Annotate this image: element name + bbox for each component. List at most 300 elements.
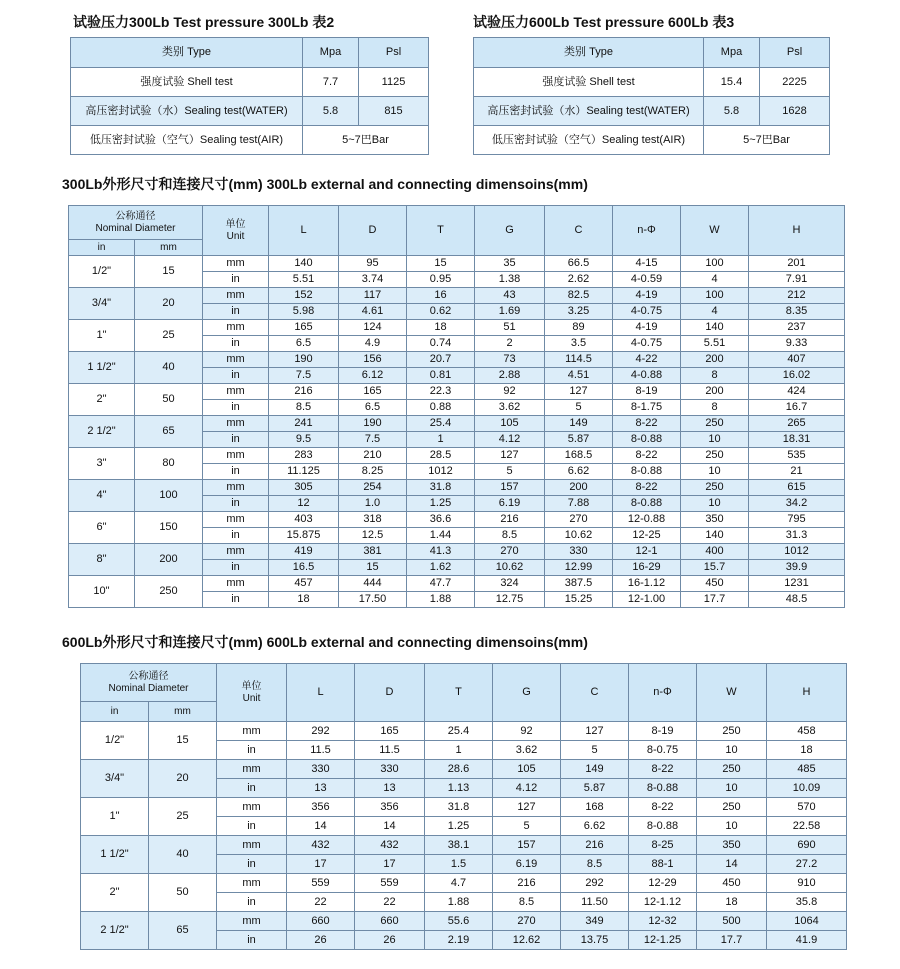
value-cell: 28.5 — [407, 448, 475, 464]
table-row — [81, 912, 847, 931]
value-cell: 17 — [287, 855, 355, 874]
value-cell: 250 — [681, 416, 749, 432]
table-row — [69, 320, 845, 336]
value-cell: 127 — [561, 722, 629, 741]
dims-600-nd-header — [81, 664, 217, 702]
value-cell: 8-19 — [629, 722, 697, 741]
value-cell: 265 — [749, 416, 845, 432]
dims-300-col-header: H — [749, 206, 845, 256]
value-cell: 31.8 — [407, 480, 475, 496]
value-cell: 15.25 — [545, 592, 613, 608]
dims-300-nd-in-header: in — [69, 240, 135, 256]
pressure-300-row-value: 5~7巴Bar — [303, 126, 429, 155]
value-cell: 4.12 — [493, 779, 561, 798]
unit-cell: in — [203, 368, 269, 384]
value-cell: 5.87 — [561, 779, 629, 798]
value-cell: 8-0.75 — [629, 741, 697, 760]
value-cell: 8-0.88 — [629, 779, 697, 798]
value-cell: 1.69 — [475, 304, 545, 320]
table-row — [81, 760, 847, 779]
value-cell: 407 — [749, 352, 845, 368]
unit-cell: mm — [217, 760, 287, 779]
value-cell: 12.99 — [545, 560, 613, 576]
value-cell: 3.62 — [493, 741, 561, 760]
table-row — [69, 352, 845, 368]
value-cell: 12-25 — [613, 528, 681, 544]
value-cell: 14 — [287, 817, 355, 836]
value-cell: 559 — [287, 874, 355, 893]
value-cell: 1.25 — [425, 817, 493, 836]
value-cell: 12-1.12 — [629, 893, 697, 912]
value-cell: 5 — [475, 464, 545, 480]
value-cell: 381 — [339, 544, 407, 560]
value-cell: 18 — [407, 320, 475, 336]
nominal-in-cell: 1/2" — [69, 256, 135, 288]
pressure-600-header-type: 类别 Type — [474, 38, 704, 68]
nominal-in-cell: 1" — [69, 320, 135, 352]
unit-cell: in — [203, 432, 269, 448]
unit-label-cn: 单位 — [225, 218, 246, 230]
value-cell: 1.38 — [475, 272, 545, 288]
value-cell: 387.5 — [545, 576, 613, 592]
value-cell: 17.7 — [681, 592, 749, 608]
value-cell: 8.5 — [561, 855, 629, 874]
pressure-300-row-psi: 815 — [359, 97, 429, 126]
value-cell: 5 — [493, 817, 561, 836]
value-cell: 10.09 — [767, 779, 847, 798]
value-cell: 92 — [493, 722, 561, 741]
dims-300-col-header: L — [269, 206, 339, 256]
unit-cell: mm — [203, 256, 269, 272]
value-cell: 200 — [681, 352, 749, 368]
value-cell: 400 — [681, 544, 749, 560]
value-cell: 15.7 — [681, 560, 749, 576]
value-cell: 1 — [425, 741, 493, 760]
value-cell: 250 — [697, 722, 767, 741]
value-cell: 432 — [287, 836, 355, 855]
value-cell: 7.91 — [749, 272, 845, 288]
value-cell: 26 — [355, 931, 425, 950]
dims-300-nd-header — [69, 206, 203, 240]
unit-cell: in — [217, 855, 287, 874]
unit-cell: mm — [203, 544, 269, 560]
unit-cell: mm — [203, 352, 269, 368]
table-row — [81, 836, 847, 855]
nominal-mm-cell: 65 — [135, 416, 203, 448]
unit-cell: mm — [203, 320, 269, 336]
value-cell: 3.74 — [339, 272, 407, 288]
value-cell: 4-0.75 — [613, 336, 681, 352]
value-cell: 11.5 — [287, 741, 355, 760]
nominal-in-cell: 1 1/2" — [81, 836, 149, 874]
value-cell: 1.88 — [407, 592, 475, 608]
value-cell: 6.5 — [339, 400, 407, 416]
value-cell: 22 — [355, 893, 425, 912]
value-cell: 690 — [767, 836, 847, 855]
value-cell: 13 — [355, 779, 425, 798]
value-cell: 95 — [339, 256, 407, 272]
value-cell: 12.62 — [493, 931, 561, 950]
value-cell: 349 — [561, 912, 629, 931]
nominal-in-cell: 2" — [81, 874, 149, 912]
nominal-in-cell: 1 1/2" — [69, 352, 135, 384]
value-cell: 283 — [269, 448, 339, 464]
unit-cell: in — [217, 893, 287, 912]
value-cell: 157 — [493, 836, 561, 855]
unit-cell: in — [217, 817, 287, 836]
value-cell: 237 — [749, 320, 845, 336]
unit-cell: in — [203, 496, 269, 512]
table-row — [69, 256, 845, 272]
value-cell: 330 — [287, 760, 355, 779]
dims-600-nd-in-header: in — [81, 702, 149, 722]
value-cell: 0.95 — [407, 272, 475, 288]
nominal-mm-cell: 65 — [149, 912, 217, 950]
pressure-300-header-mpa: Mpa — [303, 38, 359, 68]
value-cell: 13.75 — [561, 931, 629, 950]
value-cell: 432 — [355, 836, 425, 855]
value-cell: 535 — [749, 448, 845, 464]
value-cell: 4-0.75 — [613, 304, 681, 320]
value-cell: 660 — [287, 912, 355, 931]
value-cell: 100 — [681, 256, 749, 272]
value-cell: 12-32 — [629, 912, 697, 931]
nominal-in-cell: 3/4" — [69, 288, 135, 320]
value-cell: 3.62 — [475, 400, 545, 416]
nd-label-en: Nominal Diameter — [108, 682, 189, 694]
value-cell: 6.19 — [493, 855, 561, 874]
value-cell: 12 — [269, 496, 339, 512]
unit-cell: in — [217, 741, 287, 760]
value-cell: 17.50 — [339, 592, 407, 608]
pressure-600-row-value: 5~7巴Bar — [704, 126, 830, 155]
value-cell: 73 — [475, 352, 545, 368]
value-cell: 28.6 — [425, 760, 493, 779]
table-row — [69, 416, 845, 432]
value-cell: 6.19 — [475, 496, 545, 512]
value-cell: 4.7 — [425, 874, 493, 893]
value-cell: 5.87 — [545, 432, 613, 448]
unit-cell: mm — [217, 912, 287, 931]
value-cell: 22 — [287, 893, 355, 912]
unit-cell: in — [203, 272, 269, 288]
value-cell: 6.62 — [545, 464, 613, 480]
dims-600-col-header: C — [561, 664, 629, 722]
dims-600-unit-header — [217, 664, 287, 722]
value-cell: 8-1.75 — [613, 400, 681, 416]
nominal-in-cell: 6" — [69, 512, 135, 544]
nominal-in-cell: 1/2" — [81, 722, 149, 760]
value-cell: 910 — [767, 874, 847, 893]
unit-cell: in — [203, 464, 269, 480]
dims-600-col-header: n-Φ — [629, 664, 697, 722]
pressure-300-header-psi: Psl — [359, 38, 429, 68]
value-cell: 4-22 — [613, 352, 681, 368]
value-cell: 216 — [269, 384, 339, 400]
value-cell: 16.5 — [269, 560, 339, 576]
value-cell: 7.88 — [545, 496, 613, 512]
value-cell: 356 — [355, 798, 425, 817]
value-cell: 8 — [681, 400, 749, 416]
unit-cell: mm — [217, 798, 287, 817]
value-cell: 16-29 — [613, 560, 681, 576]
value-cell: 330 — [545, 544, 613, 560]
value-cell: 305 — [269, 480, 339, 496]
value-cell: 7.5 — [339, 432, 407, 448]
value-cell: 795 — [749, 512, 845, 528]
value-cell: 250 — [681, 480, 749, 496]
nominal-in-cell: 3/4" — [81, 760, 149, 798]
value-cell: 212 — [749, 288, 845, 304]
value-cell: 4-19 — [613, 320, 681, 336]
value-cell: 165 — [269, 320, 339, 336]
value-cell: 18 — [697, 893, 767, 912]
dims-300-col-header: n-Φ — [613, 206, 681, 256]
value-cell: 4 — [681, 272, 749, 288]
pressure-300-table — [70, 37, 429, 155]
value-cell: 200 — [545, 480, 613, 496]
nominal-in-cell: 10" — [69, 576, 135, 608]
value-cell: 2.62 — [545, 272, 613, 288]
value-cell: 8.5 — [269, 400, 339, 416]
nominal-in-cell: 2 1/2" — [69, 416, 135, 448]
table-row — [81, 722, 847, 741]
nd-label-cn: 公称通径 — [115, 210, 156, 222]
value-cell: 0.88 — [407, 400, 475, 416]
value-cell: 140 — [269, 256, 339, 272]
value-cell: 17.7 — [697, 931, 767, 950]
value-cell: 35 — [475, 256, 545, 272]
value-cell: 152 — [269, 288, 339, 304]
dims-600-col-header: D — [355, 664, 425, 722]
value-cell: 8-0.88 — [613, 464, 681, 480]
value-cell: 8-22 — [613, 448, 681, 464]
value-cell: 165 — [355, 722, 425, 741]
value-cell: 16 — [407, 288, 475, 304]
pressure-600-row-psi: 2225 — [760, 68, 830, 97]
dims-300-unit-header — [203, 206, 269, 256]
value-cell: 100 — [681, 288, 749, 304]
pressure-600-title: 试验压力600Lb Test pressure 600Lb 表3 — [473, 14, 735, 30]
value-cell: 8-22 — [629, 760, 697, 779]
value-cell: 22.58 — [767, 817, 847, 836]
dims-600-col-header: L — [287, 664, 355, 722]
unit-cell: in — [217, 931, 287, 950]
dims-600-col-header: H — [767, 664, 847, 722]
value-cell: 10 — [681, 464, 749, 480]
table-row — [69, 576, 845, 592]
nominal-mm-cell: 150 — [135, 512, 203, 544]
nominal-mm-cell: 25 — [135, 320, 203, 352]
pressure-600-row-label: 强度试验 Shell test — [474, 68, 704, 97]
value-cell: 7.5 — [269, 368, 339, 384]
value-cell: 660 — [355, 912, 425, 931]
value-cell: 5.51 — [681, 336, 749, 352]
nominal-in-cell: 3" — [69, 448, 135, 480]
value-cell: 12.5 — [339, 528, 407, 544]
unit-cell: in — [203, 336, 269, 352]
value-cell: 210 — [339, 448, 407, 464]
value-cell: 11.50 — [561, 893, 629, 912]
nd-label-en: Nominal Diameter — [95, 222, 176, 234]
value-cell: 292 — [561, 874, 629, 893]
value-cell: 1012 — [749, 544, 845, 560]
pressure-600-row-mpa: 5.8 — [704, 97, 760, 126]
dims-600-col-header: W — [697, 664, 767, 722]
unit-cell: mm — [203, 448, 269, 464]
value-cell: 0.62 — [407, 304, 475, 320]
pressure-600-row-label: 低压密封试验（空气）Sealing test(AIR) — [474, 126, 704, 155]
pressure-600-header-mpa: Mpa — [704, 38, 760, 68]
value-cell: 254 — [339, 480, 407, 496]
value-cell: 12-0.88 — [613, 512, 681, 528]
value-cell: 8 — [681, 368, 749, 384]
value-cell: 9.5 — [269, 432, 339, 448]
nominal-mm-cell: 100 — [135, 480, 203, 512]
value-cell: 0.74 — [407, 336, 475, 352]
value-cell: 149 — [545, 416, 613, 432]
value-cell: 1 — [407, 432, 475, 448]
value-cell: 8-19 — [613, 384, 681, 400]
value-cell: 190 — [339, 416, 407, 432]
unit-cell: mm — [203, 576, 269, 592]
dims-600-col-header: T — [425, 664, 493, 722]
value-cell: 10 — [681, 496, 749, 512]
value-cell: 14 — [355, 817, 425, 836]
value-cell: 66.5 — [545, 256, 613, 272]
value-cell: 17 — [355, 855, 425, 874]
dims-300-col-header: T — [407, 206, 475, 256]
value-cell: 5 — [545, 400, 613, 416]
nd-label-cn: 公称通径 — [128, 670, 169, 682]
value-cell: 48.5 — [749, 592, 845, 608]
dims-600-table — [80, 663, 847, 950]
pressure-300-title: 试验压力300Lb Test pressure 300Lb 表2 — [73, 14, 335, 30]
value-cell: 105 — [475, 416, 545, 432]
value-cell: 31.8 — [425, 798, 493, 817]
value-cell: 10 — [697, 817, 767, 836]
value-cell: 250 — [681, 448, 749, 464]
dims-300-col-header: C — [545, 206, 613, 256]
unit-cell: in — [203, 304, 269, 320]
value-cell: 10.62 — [545, 528, 613, 544]
value-cell: 16.02 — [749, 368, 845, 384]
value-cell: 8-0.88 — [613, 432, 681, 448]
value-cell: 0.81 — [407, 368, 475, 384]
value-cell: 31.3 — [749, 528, 845, 544]
unit-cell: mm — [217, 874, 287, 893]
value-cell: 450 — [697, 874, 767, 893]
value-cell: 12-1.25 — [629, 931, 697, 950]
value-cell: 25.4 — [425, 722, 493, 741]
unit-cell: mm — [217, 722, 287, 741]
nominal-mm-cell: 20 — [135, 288, 203, 320]
dims-600-col-header: G — [493, 664, 561, 722]
value-cell: 1.25 — [407, 496, 475, 512]
value-cell: 18.31 — [749, 432, 845, 448]
unit-cell: mm — [203, 512, 269, 528]
value-cell: 43 — [475, 288, 545, 304]
value-cell: 21 — [749, 464, 845, 480]
unit-cell: mm — [203, 288, 269, 304]
value-cell: 127 — [545, 384, 613, 400]
value-cell: 458 — [767, 722, 847, 741]
value-cell: 10 — [697, 779, 767, 798]
value-cell: 89 — [545, 320, 613, 336]
value-cell: 403 — [269, 512, 339, 528]
value-cell: 6.62 — [561, 817, 629, 836]
table-row — [81, 798, 847, 817]
value-cell: 419 — [269, 544, 339, 560]
value-cell: 35.8 — [767, 893, 847, 912]
value-cell: 8.25 — [339, 464, 407, 480]
value-cell: 250 — [697, 760, 767, 779]
nominal-mm-cell: 25 — [149, 798, 217, 836]
value-cell: 4.51 — [545, 368, 613, 384]
value-cell: 4.12 — [475, 432, 545, 448]
value-cell: 140 — [681, 320, 749, 336]
value-cell: 156 — [339, 352, 407, 368]
value-cell: 51 — [475, 320, 545, 336]
table-row — [69, 512, 845, 528]
value-cell: 36.6 — [407, 512, 475, 528]
value-cell: 4-15 — [613, 256, 681, 272]
value-cell: 1.5 — [425, 855, 493, 874]
value-cell: 127 — [493, 798, 561, 817]
nominal-mm-cell: 50 — [149, 874, 217, 912]
nominal-mm-cell: 20 — [149, 760, 217, 798]
value-cell: 8-25 — [629, 836, 697, 855]
value-cell: 3.25 — [545, 304, 613, 320]
value-cell: 457 — [269, 576, 339, 592]
value-cell: 1012 — [407, 464, 475, 480]
value-cell: 2.19 — [425, 931, 493, 950]
unit-cell: in — [203, 592, 269, 608]
value-cell: 14 — [697, 855, 767, 874]
value-cell: 41.3 — [407, 544, 475, 560]
pressure-600-table — [473, 37, 830, 155]
unit-cell: in — [217, 779, 287, 798]
pressure-600-row-label: 高压密封试验（水）Sealing test(WATER) — [474, 97, 704, 126]
value-cell: 570 — [767, 798, 847, 817]
value-cell: 8-22 — [629, 798, 697, 817]
value-cell: 559 — [355, 874, 425, 893]
pressure-300-row-label: 强度试验 Shell test — [71, 68, 303, 97]
value-cell: 450 — [681, 576, 749, 592]
table-row — [69, 384, 845, 400]
unit-cell: mm — [217, 836, 287, 855]
value-cell: 168.5 — [545, 448, 613, 464]
value-cell: 47.7 — [407, 576, 475, 592]
nominal-mm-cell: 15 — [149, 722, 217, 760]
pressure-600-row-mpa: 15.4 — [704, 68, 760, 97]
value-cell: 1231 — [749, 576, 845, 592]
value-cell: 25.4 — [407, 416, 475, 432]
value-cell: 270 — [475, 544, 545, 560]
value-cell: 424 — [749, 384, 845, 400]
unit-cell: in — [203, 560, 269, 576]
value-cell: 6.5 — [269, 336, 339, 352]
value-cell: 2 — [475, 336, 545, 352]
dims-600-nd-mm-header: mm — [149, 702, 217, 722]
value-cell: 241 — [269, 416, 339, 432]
nominal-mm-cell: 50 — [135, 384, 203, 416]
pressure-300-row-mpa: 7.7 — [303, 68, 359, 97]
value-cell: 1.13 — [425, 779, 493, 798]
value-cell: 5 — [561, 741, 629, 760]
value-cell: 165 — [339, 384, 407, 400]
value-cell: 8-0.88 — [629, 817, 697, 836]
